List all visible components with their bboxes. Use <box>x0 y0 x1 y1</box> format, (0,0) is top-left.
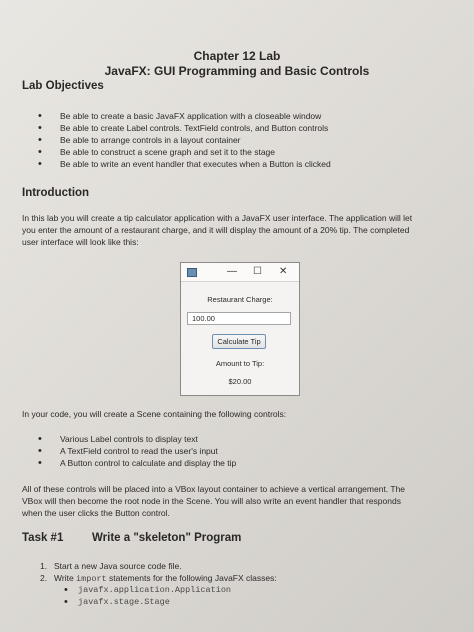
imports-list <box>64 584 444 608</box>
close-icon[interactable]: ✕ <box>279 266 288 277</box>
window-titlebar <box>181 263 299 282</box>
list-item: • Be able to construct a scene graph and set it to the stage <box>38 146 458 158</box>
step-number: 1. <box>40 561 48 571</box>
introduction-paragraph <box>22 212 462 248</box>
step-code: import <box>76 574 107 584</box>
list-item: • A TextField control to read the user's input <box>38 445 458 457</box>
code-intro: In your code, you will create a Scene containing the following controls: <box>22 409 287 419</box>
controls-list <box>38 433 458 469</box>
objectives-heading: Lab Objectives <box>22 80 104 92</box>
list-item <box>40 560 460 572</box>
text-line: VBox will then become the root node in the Scene. You will also write an event handler that responds <box>22 496 401 506</box>
vbox-paragraph <box>22 483 467 519</box>
task-title: Write a "skeleton" Program <box>92 532 242 544</box>
list-item: • Various Label controls to display text <box>38 433 458 445</box>
list-item: • A Button control to calculate and display the tip <box>38 457 458 469</box>
text-line: user interface will look like this: <box>22 237 139 247</box>
list-item: • javafx.application.Application <box>64 584 444 596</box>
list-item: • Be able to create Label controls. TextField controls, and Button controls <box>38 122 458 134</box>
introduction-heading: Introduction <box>22 187 90 199</box>
step-number: 2. <box>40 573 48 583</box>
step-text-pre: Write <box>54 573 77 583</box>
steps-list <box>40 560 460 585</box>
text-line: when the user clicks the Button control. <box>22 508 170 518</box>
maximize-icon[interactable]: ☐ <box>253 266 262 277</box>
text-line: In this lab you will create a tip calculator application with a JavaFX user interface. The application will let <box>22 213 413 223</box>
list-item: • javafx.stage.Stage <box>64 596 444 608</box>
chapter-subtitle: JavaFX: GUI Programming and Basic Controls <box>104 64 370 78</box>
list-item: • Be able to write an event handler that executes when a Button is clicked <box>38 158 458 170</box>
chapter-title: Chapter 12 Lab <box>193 49 281 63</box>
task-label: Task #1 <box>22 532 64 544</box>
tip-label: Amount to Tip: <box>215 359 265 368</box>
charge-label: Restaurant Charge: <box>207 295 273 304</box>
app-icon <box>187 268 197 277</box>
objectives-list <box>38 110 458 170</box>
list-item: • Be able to arrange controls in a layout container <box>38 134 458 146</box>
text-line: you enter the amount of a restaurant charge, and it will display the amount of a 20% tip. The completed <box>22 225 410 235</box>
charge-input[interactable]: 100.00 <box>187 312 291 325</box>
tip-value: $20.00 <box>228 377 252 386</box>
step-text: Start a new Java source code file. <box>54 561 182 571</box>
minimize-icon[interactable]: — <box>227 266 237 277</box>
tip-calculator-window <box>180 262 300 396</box>
text-line: All of these controls will be placed into a VBox layout container to achieve a vertical arrangement. The <box>22 484 406 494</box>
calculate-tip-button[interactable]: Calculate Tip <box>212 334 266 349</box>
step-text-post: statements for the following JavaFX classes: <box>106 573 277 583</box>
list-item: • Be able to create a basic JavaFX application with a closeable window <box>38 110 458 122</box>
